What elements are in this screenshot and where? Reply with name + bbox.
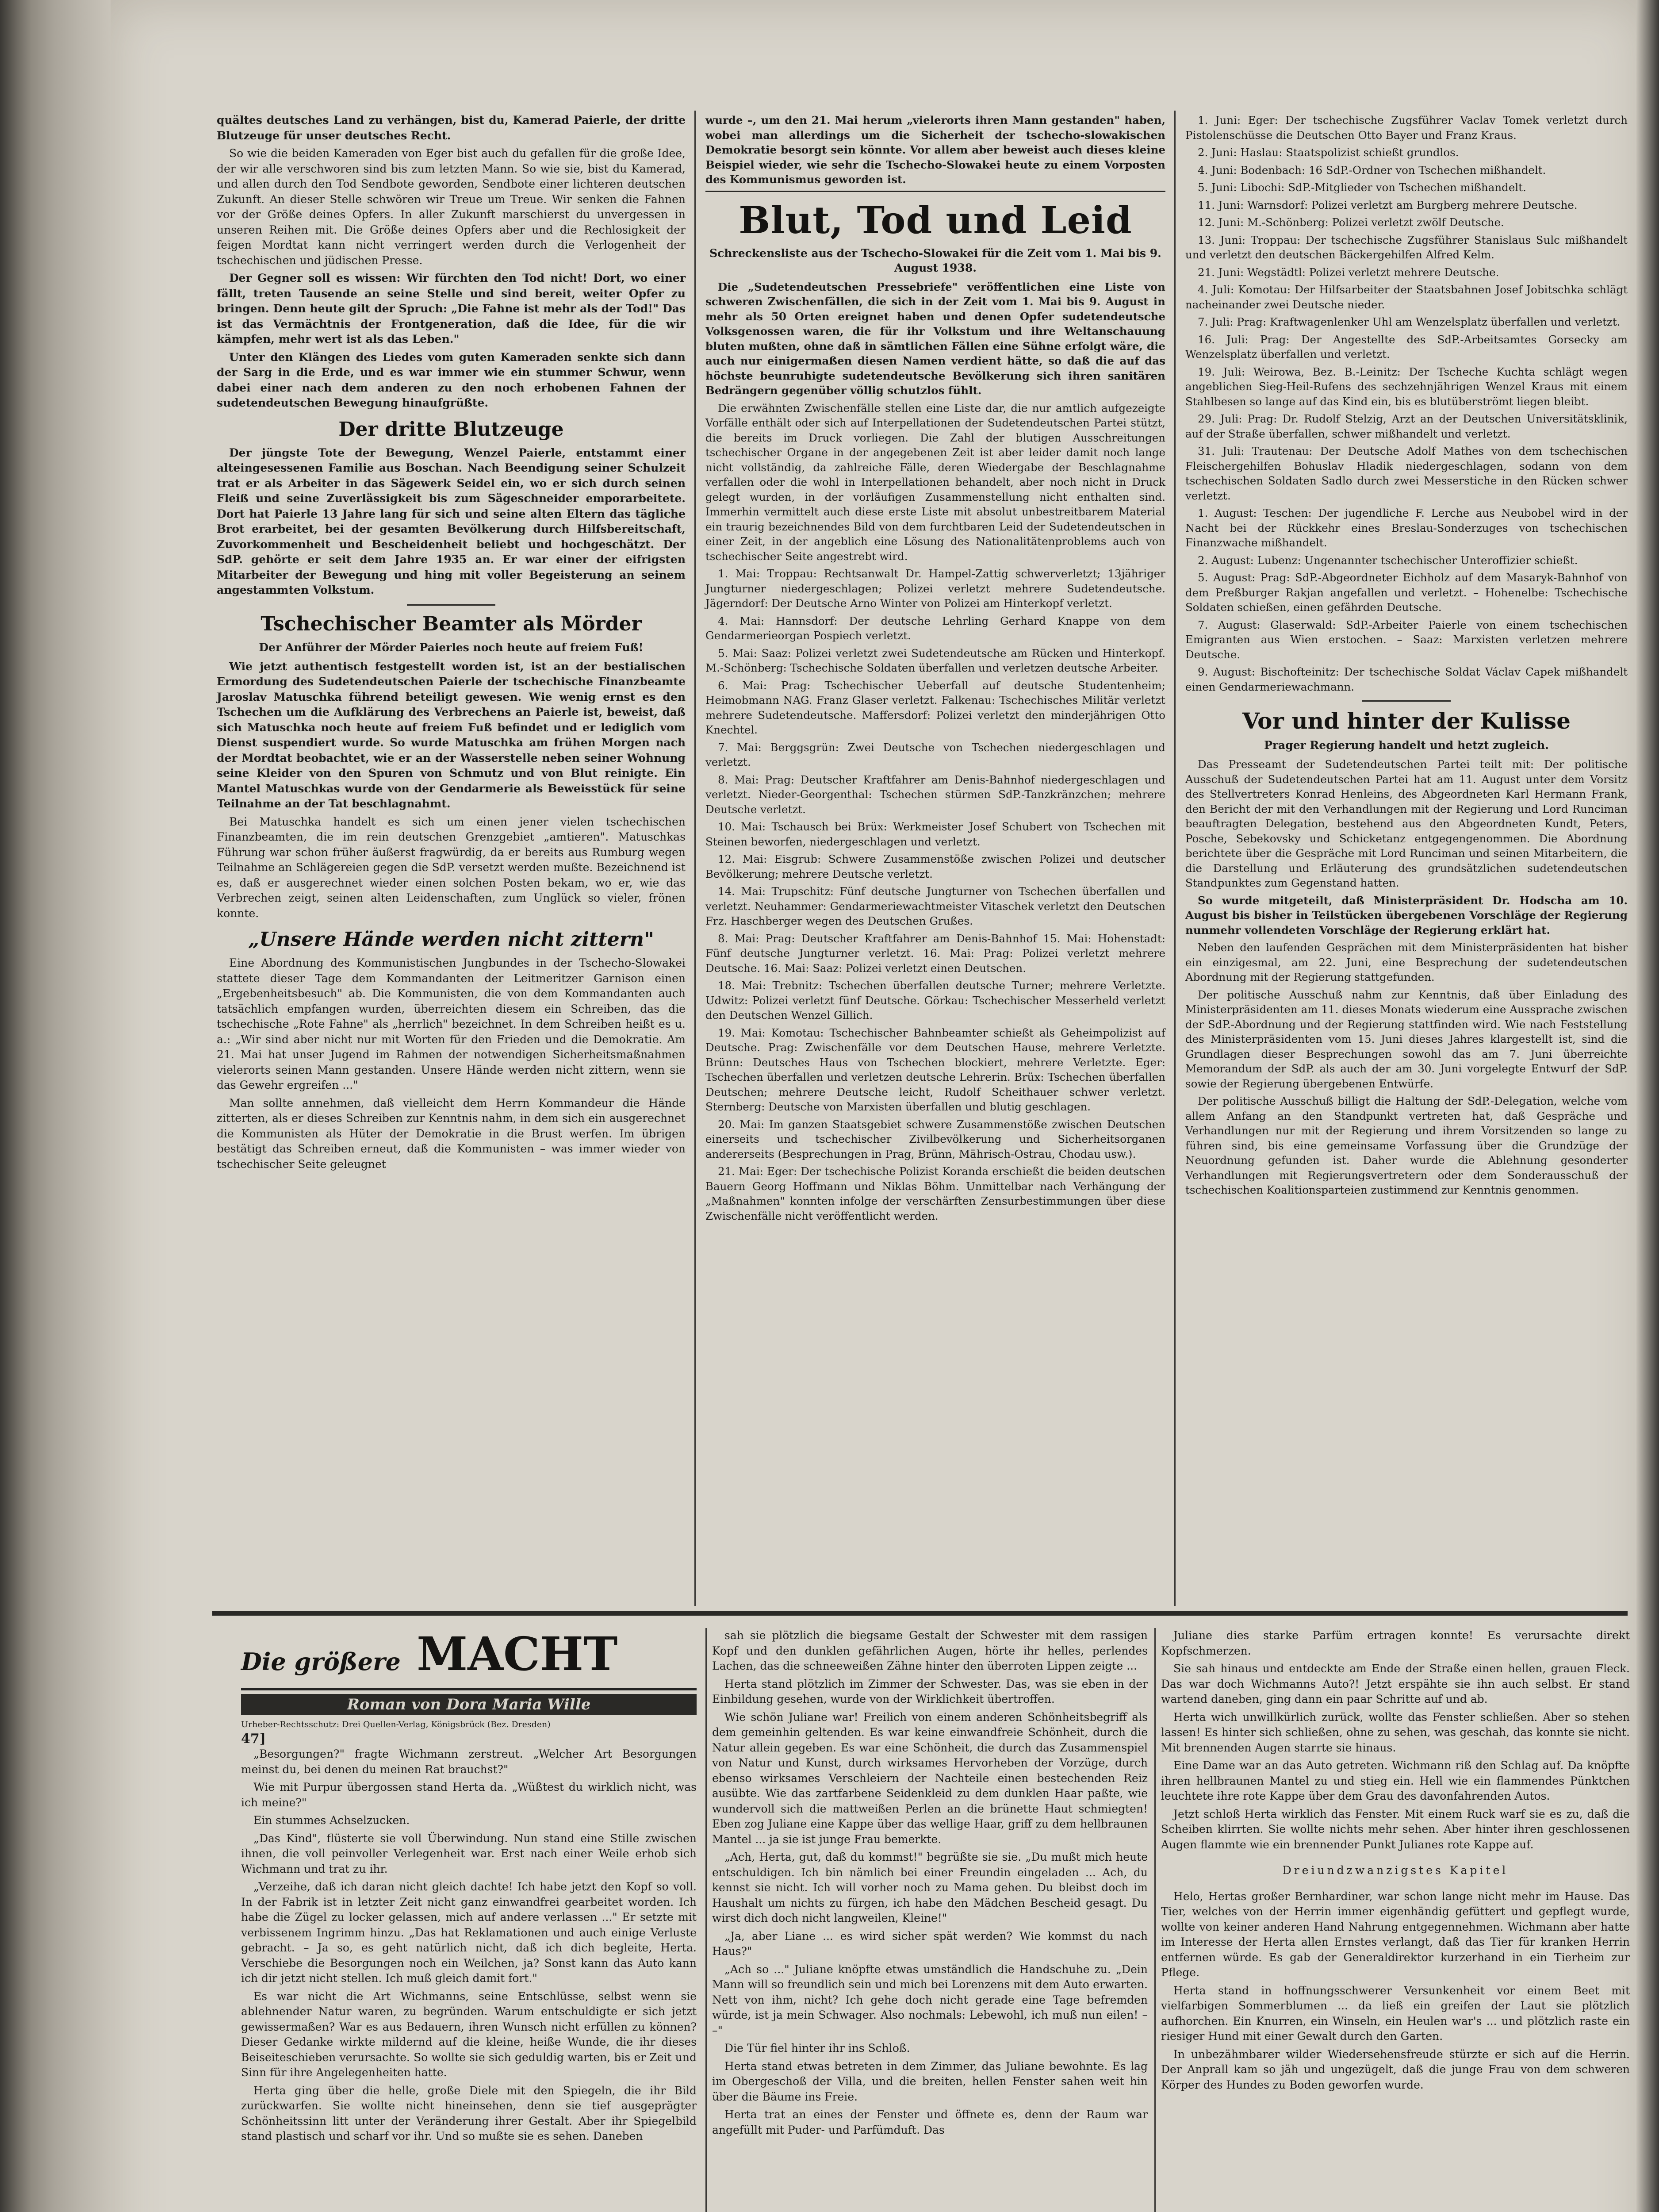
novel-paragraph: In unbezähmbarer wilder Wiedersehensfreude stürzte er sich auf die Herrin. Der Anprall kam so jäh und ungezügelt, daß die junge Frau von dem schweren Körper des Hundes zu Boden geworfen wurde. bbox=[1161, 2047, 1630, 2091]
headline-subheading: Schreckensliste aus der Tschecho-Slowakei für die Zeit vom 1. Mai bis 9. August 1938. bbox=[709, 246, 1161, 274]
section-subheading: Der Anführer der Mörder Paierles noch heute auf freiem Fuß! bbox=[259, 641, 644, 654]
article-text: Der politische Ausschuß nahm zur Kenntnis, daß über Einladung des Ministerpräsidenten am 11. dieses Monats wiederum eine Aussprache zwischen der SdP.-Abordnung und der Regierung stattfinden wird. Wie nach Feststellung des Ministerpräsidenten vom 15. Juni dieses Jahres klargestellt ist, sind die Grundlagen dieser Besprechungen sowohl das am 7. Juni überreichte Memorandum der SdP. als auch der am 30. Juni vorgelegte Entwurf der SdP. sowie der Regierung übergebenen Entwürfe. bbox=[1185, 988, 1628, 1090]
novel-paragraph: „Verzeihe, daß ich daran nicht gleich dachte! Ich habe jetzt den Kopf so voll. In der Fabrik ist in letzter Zeit nicht ganz einwandfrei gearbeitet worden. Ich habe die Zügel zu locker gelassen, mich auf andere verlassen ..." Er setzte mit verbissenem Ingrimm hinzu. „Das hat Reklamationen und auch einige Verluste gebracht. – Ja so, es geht natürlich nicht, daß ich dich begleite, Herta. Verschiebe die Besorgungen noch ein Weilchen, ja? Sonst kann das Auto kann ich dir jetzt nicht stellen. Ich muß gleich damit fort." bbox=[241, 1880, 697, 1985]
novel-author-banner: Roman von Dora Maria Wille bbox=[241, 1694, 697, 1715]
incident-entry: 4. Juli: Komotau: Der Hilfsarbeiter der Staatsbahnen Josef Jobitschka schlägt nacheinander zwei Deutsche nieder. bbox=[1185, 283, 1628, 311]
novel-paragraph: Ein stummes Achselzucken. bbox=[253, 1814, 410, 1827]
article-text: Eine Abordnung des Kommunistischen Jungbundes in der Tschecho-Slowakei stattete dieser Tage dem Kommandanten der Leitmeritzer Garnison einen „Ergebenheitsbesuch" ab. Die Kommunisten, die von dem Kommandanten auch tatsächlich empfangen wurden, überreichten diesem ein Schreiben, das die tschechische „Rote Fahne" als „herrlich" bezeichnet. In dem Schreiben heißt es u. a.: „Wir sind aber nicht nur mit Worten für den Frieden und die Demokratie. Am 21. Mai hat unser Jugend im Rahmen der notwendigen Sicherheitsmaßnahmen vielerorts seinen Mann gestanden. Unsere Hände werden nicht zittern, wenn sie das Gewehr ergreifen ..." bbox=[217, 956, 686, 1091]
incident-entry: 20. Mai: Im ganzen Staatsgebiet schwere Zusammenstöße zwischen Deutschen einerseits und tschechischer Zivilbevölkerung und Sicherheitsorganen andererseits (Besprechungen in Prag, Brünn, Mährisch-Ostrau, Chodau usw.). bbox=[705, 1118, 1165, 1160]
section-subheading: Prager Regierung handelt und hetzt zugleich. bbox=[1264, 739, 1549, 752]
incident-entry: 19. Juli: Weirowa, Bez. B.-Leinitz: Der Tscheche Kuchta schlägt wegen angeblichen Sieg-Heil-Rufens des sechzehnjährigen Wenzel Kraus mit einem Stahlbesen so lange auf das Kind ein, bis es blutüberströmt liegen bleibt. bbox=[1185, 365, 1628, 408]
novel-paragraph: Juliane dies starke Parfüm ertragen konnte! Es verursachte direkt Kopfschmerzen. bbox=[1161, 1629, 1630, 1657]
novel-text bbox=[241, 1747, 697, 2144]
article-text: Die erwähnten Zwischenfälle stellen eine Liste dar, die nur amtlich aufgezeigte Vorfälle enthält oder sich auf Interpellationen der Sudetendeutschen Partei stützt, die bereits im Druck vorliegen. Die Zahl der blutigen Ausschreitungen tschechischer Organe in der angegebenen Zeit ist aber leider damit noch lange nicht vollständig, da zahlreiche Fälle, deren Wiedergabe der Beschlagnahme verfallen oder die wohl in Interpellationen behandelt, aber noch nicht in Druck gelegt wurden, in der vorläufigen Zusammenstellung nicht enthalten sind. Immerhin vermittelt auch diese erste Liste mit absolut unbestreitbarem Material ein traurig bezeichnendes Bild von dem furchtbaren Leid der Sudetendeutschen in einer Zeit, in der angeblich eine Lösung des Nationalitätenproblems auch von tschechischer Seite angestrebt wird. bbox=[705, 401, 1165, 563]
incident-entry: 1. Juni: Eger: Der tschechische Zugsführer Vaclav Tomek verletzt durch Pistolenschüsse die Deutschen Otto Bayer und Franz Kraus. bbox=[1185, 114, 1628, 142]
incident-entry: 18. Mai: Trebnitz: Tschechen überfallen deutsche Turner; mehrere Verletzte. Udwitz: Polizei verletzt fünf Deutsche. Görkau: Tschechischer Messerheld verletzt den Deutschen Wenzel Gillich. bbox=[705, 979, 1165, 1022]
novel-paragraph: „Das Kind", flüsterte sie voll Überwindung. Nun stand eine Stille zwischen ihnen, die voll peinvoller Verlegenheit war. Erst nach einer Weile erhob sich Wichmann und trat zu ihr. bbox=[241, 1832, 697, 1875]
incident-entry: 7. Mai: Berggsgrün: Zwei Deutsche von Tschechen niedergeschlagen und verletzt. bbox=[705, 741, 1165, 768]
incident-entry: 13. Juni: Troppau: Der tschechische Zugsführer Stanislaus Sulc mißhandelt und verletzt den deutschen Bäckergehilfen Alfred Kelm. bbox=[1185, 233, 1628, 261]
incident-entry: 19. Mai: Komotau: Tschechischer Bahnbeamter schießt als Geheimpolizist auf Deutsche. Prag: Zwischenfälle vor dem Deutschen Hause, mehrere Verletzte. Brünn: Deutsches Haus von Tschechen blockiert, mehrere Verletzte. Eger: Tschechen überfallen und verletzen deutsche Lehrerin. Brüx: Tschechen überfallen Deutschen; mehrere Deutsche leicht, Rudolf Scheithauer schwer verletzt. Sternberg: Deutsche von Marxisten überfallen und blutig geschlagen. bbox=[705, 1026, 1165, 1113]
incident-entry: 5. August: Prag: SdP.-Abgeordneter Eichholz auf dem Masaryk-Bahnhof von dem Preßburger Rakjan angefallen und verletzt. – Hohenelbe: Tschechische Soldaten schießen, einen gefährden Deutsche. bbox=[1185, 571, 1628, 614]
incident-entry: 2. August: Lubenz: Ungenannter tschechischer Unteroffizier schießt. bbox=[1198, 553, 1578, 567]
column-rule bbox=[694, 111, 696, 1606]
novel-paragraph: sah sie plötzlich die biegsame Gestalt der Schwester mit dem rassigen Kopf und den dunklen gefährlichen Augen, hörte ihr helles, perlendes Lachen, das die schneeweißen Zähne hinter den überroten Lippen zeigte ... bbox=[712, 1629, 1148, 1672]
section-heading: „Unsere Hände werden nicht zittern" bbox=[248, 928, 654, 951]
article-text: wurde –, um den 21. Mai herum „vielerorts ihren Mann gestanden" haben, wobei man allerdings um die Sicherheit der tschecho-slowakischen Demokratie besorgt sein könnte. Vor allem aber beweist auch dieses kleine Beispiel wieder, wie sehr die Tschecho-Slowakei heute zu einem Vorposten des Kommunismus geworden ist. bbox=[705, 114, 1165, 186]
novel-paragraph: Sie sah hinaus und entdeckte am Ende der Straße einen hellen, grauen Fleck. Das war doch Wichmanns Auto?! Jetzt erspähte sie ihn auch selbst. Er stand wartend daneben, ging dann ein paar Schritte auf und ab. bbox=[1161, 1662, 1630, 1705]
novel-paragraph: Jetzt schloß Herta wirklich das Fenster. Mit einem Ruck warf sie es zu, daß die Scheiben klirrten. Sie wollte nichts mehr sehen. Aber hinter ihren geschlossenen Augen flammte wie ein brennender Punkt Julianes rote Kappe auf. bbox=[1161, 1807, 1630, 1851]
incident-entry: 10. Mai: Tschausch bei Brüx: Werkmeister Josef Schubert von Tschechen mit Steinen beworfen, niedergeschlagen und verletzt. bbox=[705, 820, 1165, 848]
novel-column-1 bbox=[241, 1628, 697, 2147]
incident-entry: 1. Mai: Troppau: Rechtsanwalt Dr. Hampel-Zattig schwerverletzt; 13jähriger Jungturner niedergeschlagen; Polizei verletzt mehrere Sudetendeutsche. Jägerndorf: Der Deutsche Arno Winter von Polizei am Hinterkopf verletzt. bbox=[705, 567, 1165, 610]
article-text: Der jüngste Tote der Bewegung, Wenzel Paierle, entstammt einer alteingesessenen Familie aus Boschan. Nach Beendigung seiner Schulzeit trat er als Arbeiter in das Sägewerk Seidel ein, wo er sich durch seinen Fleiß und seine Zuverlässigkeit bis zum Sägeschneider emporarbeitete. Dort hat Paierle 13 Jahre lang für sich und seine alten Eltern das tägliche Brot erarbeitet, bei der gesamten Bevölkerung durch Hilfsbereitschaft, Zuvorkommenheit und Bescheidenheit beliebt und hochgeschätzt. Der SdP. gehörte er seit dem Jahre 1935 an. Er war einer der eifrigsten Mitarbeiter der Bewegung und hing mit voller Begeisterung an seinem angestammten Volkstum. bbox=[217, 446, 686, 596]
incident-entry: 6. Mai: Prag: Tschechischer Ueberfall auf deutsche Studentenheim; Heimobmann NAG. Franz Glaser verletzt. Falkenau: Tschechisches Militär verletzt mehrere Sudetendeutsche. Maffersdorf: Polizei verletzt den minderjährigen Otto Knechtel. bbox=[705, 679, 1165, 736]
article-text: quältes deutsches Land zu verhängen, bist du, Kamerad Paierle, der dritte Blutzeuge für unser deutsches Recht. bbox=[217, 114, 686, 142]
column-rule bbox=[1154, 1628, 1156, 2212]
novel-column-2 bbox=[712, 1628, 1148, 2140]
incident-entry: 21. Juni: Wegstädtl: Polizei verletzt mehrere Deutsche. bbox=[1198, 265, 1499, 279]
incident-entry: 12. Juni: M.-Schönberg: Polizei verletzt zwölf Deutsche. bbox=[1198, 216, 1504, 229]
incident-entry: 2. Juni: Haslau: Staatspolizist schießt grundlos. bbox=[1198, 146, 1459, 159]
incident-entry: 7. Juli: Prag: Kraftwagenlenker Uhl am Wenzelsplatz überfallen und verletzt. bbox=[1198, 315, 1621, 328]
novel-paragraph: „Ach so ..." Juliane knöpfte etwas umständlich die Handschuhe zu. „Dein Mann will so freundlich sein und mich bei Lorenzens mit dem Auto erwarten. Nett von ihm, nicht? Ich gehe doch nicht gerade eine Tage befremden würde, ist ja mein Schwager. Also nochmals: Lebewohl, ich muß nun eilen! – –" bbox=[712, 1962, 1148, 2037]
divider bbox=[705, 191, 1165, 192]
novel-paragraph: Herta stand etwas betreten in dem Zimmer, das Juliane bewohnte. Es lag im Obergeschoß der Villa, und die breiten, hellen Fenster sahen weit hin über die Bäume ins Freie. bbox=[712, 2059, 1148, 2103]
novel-paragraph: Herta trat an eines der Fenster und öffnete es, denn der Raum war angefüllt mit Puder- und Parfümduft. Das bbox=[712, 2108, 1148, 2136]
incident-entry: 9. August: Bischofteinitz: Der tschechische Soldat Václav Capek mißhandelt einen Gendarmeriewachmann. bbox=[1185, 665, 1628, 693]
book-gutter-right bbox=[1636, 0, 1659, 2212]
column-2 bbox=[705, 113, 1165, 1226]
novel-paragraph: Wie schön Juliane war! Freilich von einem anderen Schönheitsbegriff als dem gemeinhin geltenden. Es war keine einwandfreie Schönheit, durch die Natur allein gegeben. Es war eine Schönheit, die durch das Zusammenspiel von Natur und Kunst, durch wirksames Hervorheben der Vorzüge, durch ebenso wirksames Verschleiern der Nachteile einen bestechenden Reiz ausübte. Wie das zartfarbene Seidenkleid zu dem dunklen Haar paßte, wie wundervoll sich die mattweißen Perlen an die brünette Haut schmiegten! Eben zog Juliane eine Kappe über das wellige Haar, griff zu dem hellbraunen Mantel ... ja sie ist junge Frau bemerkte. bbox=[712, 1710, 1148, 1846]
article-text: Neben den laufenden Gesprächen mit dem Ministerpräsidenten hat bisher ein einzigesmal, am 22. Juni, eine Besprechung der sudetendeutschen Abordnung mit der Regierung stattgefunden. bbox=[1185, 941, 1628, 983]
novel-paragraph: Es war nicht die Art Wichmanns, seine Entschlüsse, selbst wenn sie ablehnender Natur waren, zu begründen. Warum entschuldigte er sich jetzt gewissermaßen? War es aus Bedauern, ihren Wunsch nicht erfüllen zu können? Dieser Gedanke wirkte mildernd auf die kleine, heiße Wunde, die ihr dieses Beiseiteschieben verursachte. So wollte sie sich geduldig warten, bis er Zeit und Sinn für ihre Angelegenheiten hatte. bbox=[241, 1989, 697, 2079]
section-heading: Der dritte Blutzeuge bbox=[338, 418, 564, 441]
novel-paragraph: „Besorgungen?" fragte Wichmann zerstreut. „Welcher Art Besorgungen meinst du, bei denen du meinen Rat brauchst?" bbox=[241, 1747, 697, 1776]
column-rule bbox=[705, 1628, 707, 2212]
section-divider bbox=[212, 1611, 1628, 1616]
novel-paragraph: Helo, Hertas großer Bernhardiner, war schon lange nicht mehr im Hause. Das Tier, welches von der Herrin immer eigenhändig gefüttert und gepflegt wurde, wollte von keiner anderen Hand Nahrung entgegennehmen. Wichmann aber hatte im Interesse der Herta allen Ernstes verlangt, daß das Tier für kranken Herrin entfernen würde. Es gab der Generaldirektor kurzerhand in ein Tierheim zur Pflege. bbox=[1161, 1889, 1630, 1979]
chapter-heading: Dreiundzwanzigstes Kapitel bbox=[1282, 1864, 1509, 1877]
short-divider bbox=[1362, 700, 1451, 702]
section-heading: Vor und hinter der Kulisse bbox=[1242, 708, 1571, 734]
article-text: So wurde mitgeteilt, daß Ministerpräsident Dr. Hodscha am 10. August bis bisher in Teilstücken übergebenen Vorschläge der Regierung nunmehr vollendeten Vorschläge der Regierung erklärt hat. bbox=[1185, 894, 1628, 937]
article-text: Wie jetzt authentisch festgestellt worden ist, ist an der bestialischen Ermordung des Sudetendeutschen Paierle der tschechische Finanzbeamte Jaroslav Matuschka führend beteiligt gewesen. Wie wenig ernst es den Tschechen um die Aufklärung des Verbrechens an Paierle ist, beweist, daß sich Matuschka noch heute auf freiem Fuß befindet und er lediglich vom Dienst suspendiert wurde. So wurde Matuschka am frühen Morgen nach der Mordtat beobachtet, wie er an der Wasserstelle neben seiner Wohnung seine Kleider von den Spuren von Schmutz und von Blut reinigte. Ein Mantel Matuschkas wurde von der Gendarmerie als Beweisstück für seine Teilnahme an der Tat beschlagnahmt. bbox=[217, 660, 686, 810]
incident-entry: 11. Juni: Warnsdorf: Polizei verletzt am Burgberg mehrere Deutsche. bbox=[1198, 198, 1578, 211]
article-text: Bei Matuschka handelt es sich um einen jener vielen tschechischen Finanzbeamten, die im rein deutschen Grenzgebiet „amtieren". Matuschkas Führung war schon früher äußerst fragwürdig, da er bereits aus Rumburg wegen Teilnahme an Schlägereien gegen die SdP. versetzt werden mußte. Bezeichnend ist es, daß er ausgerechnet wieder einen solchen Posten bekam, wo er, wie das Verbrechen zeigt, seinen alten Leidenschaften, zum Unglück so vieler, frönen konnte. bbox=[217, 815, 686, 920]
main-headline: Blut, Tod und Leid bbox=[739, 198, 1132, 242]
incident-entry: 4. Juni: Bodenbach: 16 SdP.-Ordner von Tschechen mißhandelt. bbox=[1198, 163, 1546, 177]
novel-paragraph: Herta wich unwillkürlich zurück, wollte das Fenster schließen. Aber so stehen lassen! Es hinter sich schließen, ohne zu sehen, was geschah, das konnte sie nicht. Mit brennenden Augen starrte sie hinaus. bbox=[1161, 1710, 1630, 1754]
column-3 bbox=[1185, 113, 1628, 1200]
novel-title bbox=[241, 1628, 697, 1690]
novel-paragraph: Die Tür fiel hinter ihr ins Schloß. bbox=[724, 2042, 910, 2055]
novel-column-3 bbox=[1161, 1628, 1630, 2095]
column-1 bbox=[217, 113, 686, 1175]
incident-entry: 29. Juli: Prag: Dr. Rudolf Stelzig, Arzt an der Deutschen Universitätsklinik, auf der Straße überfallen, schwer mißhandelt und verletzt. bbox=[1185, 412, 1628, 440]
incident-entry: 5. Juni: Libochi: SdP.-Mitglieder von Tschechen mißhandelt. bbox=[1198, 181, 1526, 194]
incident-entry: 1. August: Teschen: Der jugendliche F. Lerche aus Neubobel wird in der Nacht bei der Rückkehr eines Breslau-Sonderzuges von tschechischen Finanzwache mißhandelt. bbox=[1185, 507, 1628, 549]
incident-entry: 7. August: Glaserwald: SdP.-Arbeiter Paierle von einem tschechischen Emigranten aus Wien erstochen. – Saaz: Marxisten verletzen mehrere Deutsche. bbox=[1185, 618, 1628, 661]
article-text: Man sollte annehmen, daß vielleicht dem Herrn Kommandeur die Hände zitterten, als er dieses Schreiben zur Kenntnis nahm, in dem sich ein ausgerechnet die Kommunisten als Hüter der Demokratie in die Brust werfen. Im übrigen bestätigt das Schreiben erneut, daß die Kommunisten – was immer wieder von tschechischer Seite geleugnet bbox=[217, 1096, 686, 1171]
incident-entry: 12. Mai: Eisgrub: Schwere Zusammenstöße zwischen Polizei und deutscher Bevölkerung; mehrere Deutsche verletzt. bbox=[705, 853, 1165, 880]
incident-entry: 8. Mai: Prag: Deutscher Kraftfahrer am Denis-Bahnhof 15. Mai: Hohenstadt: Fünf deutsche Jungturner verletzt. 16. Mai: Prag: Polizei verletzt mehrere Deutsche. 16. Mai: Saaz: Polizei verletzt einen Deutschen. bbox=[705, 932, 1165, 975]
article-text: So wie die beiden Kameraden von Eger bist auch du gefallen für die große Idee, der wir alle verschworen sind bis zum letzten Mann. So wie sie, bist du Kamerad, und allen durch den Tod Sendbote geworden, Sendbote einer lichteren deutschen Zukunft. An dieser Stelle schwören wir Treue um Treue. Wir senken die Fahnen vor der Größe deines Opfers. In aller Zukunft marschierst du unvergessen in unseren Reihen mit. Die Größe deines Opfers aber und die Rechlosigkeit der feigen Mordtat kann nicht verringert werden durch die Verlogenheit der tschechischen und jüdischen Presse. bbox=[217, 147, 686, 267]
incident-entry: 31. Juli: Trautenau: Der Deutsche Adolf Mathes von dem tschechischen Fleischergehilfen Bohuslav Hladik niedergeschlagen, sodann von dem tschechischen Soldaten Sadlo durch zwei Messerstiche in den Rücken schwer verletzt. bbox=[1185, 445, 1628, 502]
incident-entry: 14. Mai: Trupschitz: Fünf deutsche Jungturner von Tschechen überfallen und verletzt. Neuhammer: Gendarmeriewachtmeister Vitaschek verletzt den Deutschen Frz. Haschberger wegen des Deutschen Grußes. bbox=[705, 885, 1165, 927]
novel-paragraph: „Ach, Herta, gut, daß du kommst!" begrüßte sie sie. „Du mußt mich heute entschuldigen. Ich bin nämlich bei einer Freundin eingeladen ... Ach, du kennst sie nicht. Ich will vorher noch zu Mama gehen. Du bleibst doch im Haushalt um nichts zu fürgen, ich habe den Mädchen Bescheid gesagt. Du wirst dich doch nicht langweilen, Kleine!" bbox=[712, 1851, 1148, 1924]
incident-entry: 5. Mai: Saaz: Polizei verletzt zwei Sudetendeutsche am Rücken und Hinterkopf. M.-Schönberg: Tschechische Soldaten überfallen und verletzen deutsche Arbeiter. bbox=[705, 646, 1165, 674]
article-text: Unter den Klängen des Liedes vom guten Kameraden senkte sich dann der Sarg in die Erde, und es war immer wie ein stummer Schwur, wenn dabei einer nach dem anderen zu den noch erhobenen Fahnen der sudetendeutschen Bewegung hinaufgrüßte. bbox=[217, 350, 686, 409]
section-heading: Tschechischer Beamter als Mörder bbox=[261, 612, 642, 635]
novel-paragraph: Herta ging über die helle, große Diele mit den Spiegeln, die ihr Bild zurückwarfen. Sie wollte nicht hineinsehen, denn sie tief ausgeprägter Schönheitssinn litt unter der Veränderung ihrer Gestalt. Aber ihr Spiegelbild stand plastisch und scharf vor ihr. Und so mußte sie es sehen. Daneben bbox=[241, 2084, 697, 2143]
incident-entry: 8. Mai: Prag: Deutscher Kraftfahrer am Denis-Bahnhof niedergeschlagen und verletzt. Nieder-Georgenthal: Tschechen stürmen SdP.-Tanzkränzchen; mehrere Deutsche verletzt. bbox=[705, 773, 1165, 816]
incident-entry: 21. Mai: Eger: Der tschechische Polizist Koranda erschießt die beiden deutschen Bauern Georg Hoffmann und Niklas Böhm. Unmittelbar nach Verhängung der „Maßnahmen" konnten infolge der verschärften Zensurbestimmungen über diese Zwischenfälle nicht veröffentlicht werden. bbox=[705, 1165, 1165, 1222]
novel-paragraph: Wie mit Purpur übergossen stand Herta da. „Wüßtest du wirklich nicht, was ich meine?" bbox=[241, 1781, 697, 1809]
novel-paragraph: Herta stand plötzlich im Zimmer der Schwester. Das, was sie eben in der Einbildung gesehen, wurde von der Wirklichkeit übertroffen. bbox=[712, 1677, 1148, 1705]
installment-number: 47] bbox=[241, 1731, 266, 1747]
book-page-stack-edge bbox=[0, 0, 111, 2212]
novel-paragraph: „Ja, aber Liane ... es wird sicher spät werden? Wie kommst du nach Haus?" bbox=[712, 1929, 1148, 1958]
copyright-note: Urheber-Rechtsschutz: Drei Quellen-Verlag, Königsbrück (Bez. Dresden) bbox=[241, 1720, 551, 1729]
novel-paragraph: Eine Dame war an das Auto getreten. Wichmann riß den Schlag auf. Da knöpfte ihren hellbraunen Mantel zu und stieg ein. Hell wie ein flammendes Pünktchen leuchtete ihre rote Kappe über dem Grau des davonfahrenden Autos. bbox=[1161, 1759, 1630, 1802]
column-rule bbox=[1174, 111, 1176, 1606]
article-text: Der Gegner soll es wissen: Wir fürchten den Tod nicht! Dort, wo einer fällt, treten Tausende an seine Stelle und sind bereit, weiter Opfer zu bringen. Denn heute gilt der Spruch: „Die Fahne ist mehr als der Tod!" Das ist das Vermächtnis der Frontgeneration, daß die Idee, für die wir kämpfen, mehr wert ist als das Leben." bbox=[217, 272, 686, 346]
novel-title-main: MACHT bbox=[417, 1627, 618, 1681]
incident-entry: 4. Mai: Hannsdorf: Der deutsche Lehrling Gerhard Knappe von dem Gendarmerieorgan Pospiech verletzt. bbox=[705, 614, 1165, 642]
novel-text bbox=[1161, 1628, 1630, 2093]
novel-text bbox=[712, 1628, 1148, 2138]
article-text: Die „Sudetendeutschen Pressebriefe" veröffentlichen eine Liste von schweren Zwischenfällen, die sich in der Zeit vom 1. Mai bis 9. August in mehr als 50 Orten ereignet haben und denen Opfer sudetendeutsche Volksgenossen waren, die für ihr Volkstum und ihre Weltanschauung bluten mußten, ohne daß in sämtlichen Fällen eine Sühne erfolgt wäre, die auch nur einigermaßen diesen Namen verdient hätte, so daß die auf das höchste beunruhigte sudetendeutsche Bevölkerung sich ihren sanitären Bedrängern gegenüber völlig schutzlos fühlt. bbox=[705, 280, 1165, 397]
short-divider bbox=[407, 604, 495, 606]
novel-title-prefix: Die größere bbox=[241, 1647, 401, 1676]
incident-entry: 16. Juli: Prag: Der Angestellte des SdP.-Arbeitsamtes Gorsecky am Wenzelsplatz überfallen und verletzt. bbox=[1185, 333, 1628, 361]
article-text: Das Presseamt der Sudetendeutschen Partei teilt mit: Der politische Ausschuß der Sudetendeutschen Partei hat am 11. August unter dem Vorsitz des Stellvertreters Konrad Henleins, des Abgeordneten Karl Hermann Frank, den Bericht der mit den Verhandlungen mit der Regierung und Lord Runciman beauftragten Delegation, bestehend aus den Abgeordneten Kundt, Peters, Posche, Sebekovsky und Schicketanz entgegengenommen. Die Abordnung berichtete über die Gespräche mit Lord Runciman und seinen Mitarbeitern, die die Darstellung und Erläuterung des grundsätzlichen sudetendeutschen Standpunktes zum Gegenstand hatten. bbox=[1185, 758, 1628, 889]
novel-paragraph: Herta stand in hoffnungsschwerer Versunkenheit vor einem Beet mit vielfarbigen Sommerblumen ... da ließ ein greifen der Laut sie plötzlich aufhorchen. Ein Knurren, ein Winseln, ein Heulen war's ... und plötzlich raste ein riesiger Hund mit einer Gewalt durch den Garten. bbox=[1161, 1984, 1630, 2043]
article-text: Der politische Ausschuß billigt die Haltung der SdP.-Delegation, welche vom allem Anfang an den Standpunkt vertreten hat, daß Gespräche und Verhandlungen nur mit der Regierung und ihrem Vorsitzenden so lange zu führen sind, bis eine gemeinsame Vorfassung über die Grundzüge der Neuordnung gefunden ist. Daher wurde die Ablehnung gesonderter Verhandlungen mit Regierungsvertretern oder dem Sonderausschuß der tschechischen Koalitionsparteien zustimmend zur Kenntnis genommen. bbox=[1185, 1094, 1628, 1196]
